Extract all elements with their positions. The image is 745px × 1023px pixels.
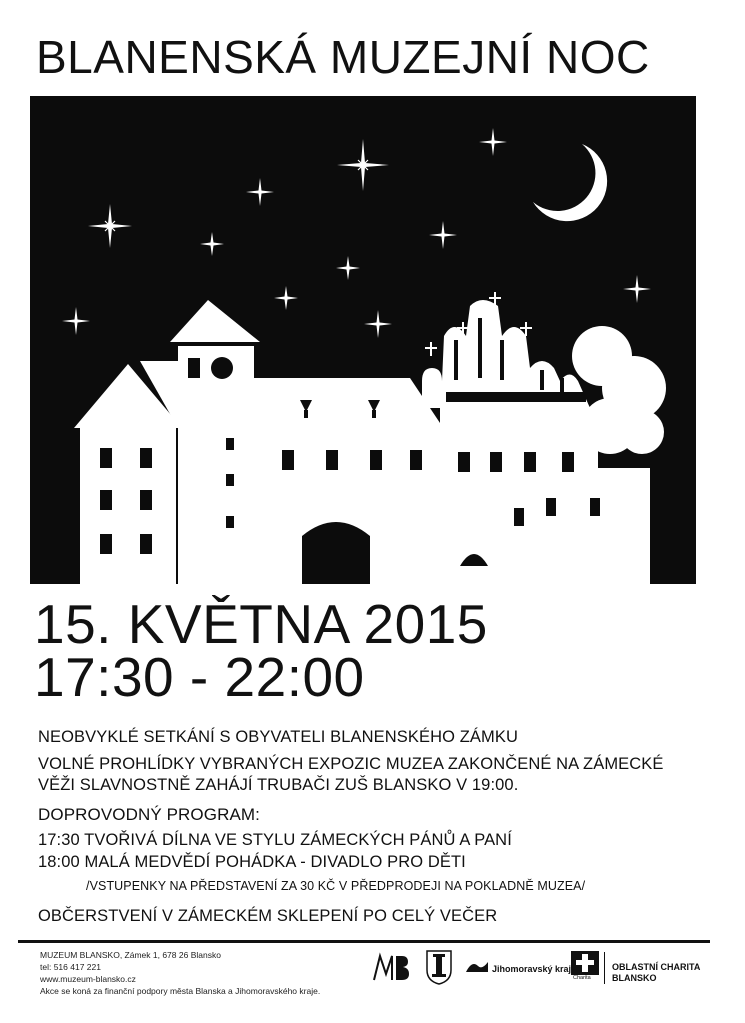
region-logo-text: Jihomoravský kraj — [492, 964, 572, 974]
footer-address: MUZEUM BLANSKO, Zámek 1, 678 26 Blansko — [40, 950, 221, 960]
refreshments-line: OBČERSTVENÍ V ZÁMECKÉM SKLEPENÍ PO CELÝ VEČER — [38, 907, 498, 925]
poster-title: BLANENSKÁ MUZEJNÍ NOC — [36, 31, 650, 83]
event-time: 17:30 - 22:00 — [34, 646, 365, 708]
program-item-2: 18:00 MALÁ MEDVĚDÍ POHÁDKA - DIVADLO PRO DĚTI — [38, 853, 466, 871]
program-item-1: 17:30 TVOŘIVÁ DÍLNA VE STYLU ZÁMECKÝCH PÁNŮ A PANÍ — [38, 831, 512, 849]
tours-line-1: VOLNÉ PROHLÍDKY VYBRANÝCH EXPOZIC MUZEA ZAKONČENÉ NA ZÁMECKÉ — [38, 755, 664, 773]
museum-logo-icon — [372, 952, 412, 982]
program-heading: DOPROVODNÝ PROGRAM: — [38, 805, 260, 824]
charity-icon-caption: Charita — [573, 975, 591, 981]
tickets-note: /VSTUPENKY NA PŘEDSTAVENÍ ZA 30 KČ V PŘEDPRODEJI NA POKLADNĚ MUZEA/ — [86, 879, 586, 893]
region-logo-icon — [464, 958, 490, 976]
footer-funding-note: Akce se koná za finanční podpory města Blanska a Jihomoravského kraje. — [40, 986, 321, 996]
footer-divider — [18, 940, 710, 943]
castle-night-illustration — [30, 96, 696, 584]
tours-line-2: VĚŽI SLAVNOSTNĚ ZAHÁJÍ TRUBAČI ZUŠ BLANSKO V 19:00. — [38, 776, 519, 794]
footer-website: www.muzeum-blansko.cz — [40, 974, 136, 984]
event-date: 15. KVĚTNA 2015 — [34, 593, 488, 655]
intro-line: NEOBVYKLÉ SETKÁNÍ S OBYVATELI BLANENSKÉHO ZÁMKU — [38, 728, 518, 746]
footer-phone: tel: 516 417 221 — [40, 962, 101, 972]
charity-city: BLANSKO — [612, 973, 657, 983]
charity-name: OBLASTNÍ CHARITA — [612, 962, 701, 972]
charity-logo-divider — [604, 952, 605, 984]
town-coat-of-arms-icon — [424, 948, 454, 986]
